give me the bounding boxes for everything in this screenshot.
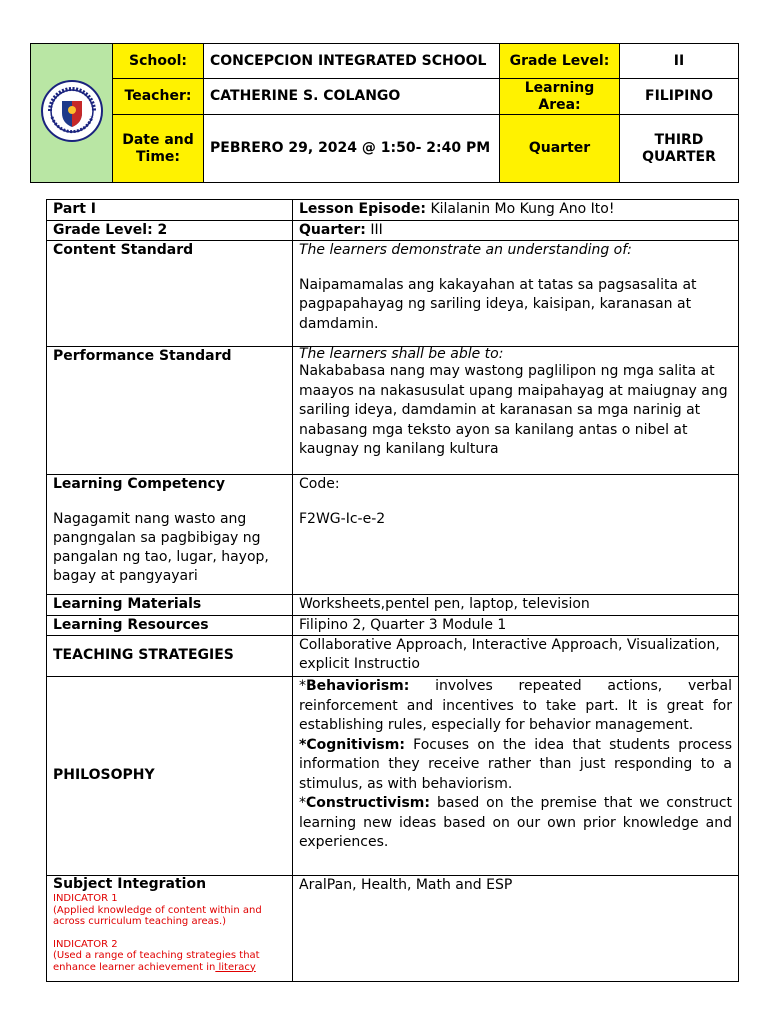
indicator-2-link: literacy <box>215 961 256 973</box>
content-standard-text: Naipamamalas ang kakayahan at tatas sa pagsasalita at pagpapahayag ng sariling ideya, kaisipan, karanasan at damdamin. <box>299 276 697 332</box>
learning-area-value: FILIPINO <box>620 79 739 115</box>
quarter-value: THIRD QUARTER <box>620 115 739 183</box>
integration-label: Subject Integration <box>53 876 207 892</box>
grade-level-value: II <box>620 44 739 79</box>
indicator-2-title: INDICATOR 2 <box>53 938 118 950</box>
performance-standard-intro: The learners shall be able to: <box>299 346 504 362</box>
cognitivism-text: Focuses on the idea that students process information they receive rather than just responding to a stimulus, as with behaviorism. <box>299 736 732 792</box>
lesson-episode-value: Kilalanin Mo Kung Ano Ito! <box>430 201 615 217</box>
materials-label: Learning Materials <box>47 595 293 616</box>
integration-cell <box>47 876 293 982</box>
performance-standard-label: Performance Standard <box>47 347 293 475</box>
quarter-label: Quarter <box>500 115 620 183</box>
materials-value: Worksheets,pentel pen, laptop, television <box>293 595 739 616</box>
header-table <box>30 43 739 183</box>
school-value: CONCEPCION INTEGRATED SCHOOL <box>204 44 500 79</box>
philosophy-cell <box>293 677 739 876</box>
teacher-label: Teacher: <box>113 79 204 115</box>
logo-cell <box>31 44 113 183</box>
constructivism-text: based on the premise that we construct learning new ideas based on our own prior knowledge and experiences. <box>299 795 732 850</box>
performance-standard-text: Nakababasa nang may wastong paglilipon ng mga salita at maayos na nakasusulat upang maipahayag at maiugnay ang sariling ideya, damdamin at karanasan sa mga narinig at nabasang mga teksto ayon sa kanilang antas o nibel at kaugnay ng kanilang kultura <box>299 363 728 457</box>
datetime-label: Date and Time: <box>113 115 204 183</box>
teacher-value: CATHERINE S. COLANGO <box>204 79 500 115</box>
indicator-2-text: (Used a range of teaching strategies that enhance learner achievement in literacy <box>53 950 260 973</box>
cognitivism-term: *Cognitivism: <box>299 736 405 753</box>
indicator-1-text: (Applied knowledge of content within and across curriculum teaching areas.) <box>53 904 262 927</box>
integration-value: AralPan, Health, Math and ESP <box>293 876 739 982</box>
lesson-episode-label: Lesson Episode: <box>299 201 426 217</box>
behaviorism-term: Behaviorism: <box>306 678 410 694</box>
school-label: School: <box>113 44 204 79</box>
constructivism-paragraph: *Constructivism: based on the premise that we construct learning new ideas based on our own prior knowledge and experiences. <box>299 795 732 850</box>
philosophy-label: PHILOSOPHY <box>47 677 293 876</box>
competency-text: Nagagamit nang wasto ang pangngalan sa pagbibigay ng pangalan ng tao, lugar, hayop, bagay at pangyayari <box>53 510 269 584</box>
indicator-1-title: INDICATOR 1 <box>53 893 118 904</box>
grade-level-label: Grade Level: <box>500 44 620 79</box>
lesson-plan-table <box>46 199 739 982</box>
learning-area-label: Learning Area: <box>500 79 620 115</box>
quarter-row <box>293 220 739 241</box>
content-standard-intro: The learners demonstrate an understanding of: <box>299 242 632 258</box>
cognitivism-paragraph <box>299 736 732 795</box>
competency-cell <box>47 475 293 595</box>
behaviorism-text: involves repeated actions, verbal reinforcement and incentives to take part. It is great for establishing rules, especially for behavior management. <box>299 678 732 733</box>
quarter-row-value: III <box>370 221 383 238</box>
code-label: Code: <box>299 476 340 492</box>
competency-label: Learning Competency <box>53 476 225 492</box>
code-cell <box>293 475 739 595</box>
deped-seal-icon <box>40 79 104 143</box>
behaviorism-paragraph: *Behaviorism: involves repeated actions, verbal reinforcement and incentives to take part. It is great for establishing rules, especially for behavior management. <box>299 678 732 733</box>
lesson-episode <box>293 200 739 221</box>
resources-value: Filipino 2, Quarter 3 Module 1 <box>293 615 739 636</box>
constructivism-term: Constructivism: <box>306 795 430 811</box>
content-standard-cell <box>293 241 739 347</box>
performance-standard-cell <box>293 347 739 475</box>
strategies-value: Collaborative Approach, Interactive Approach, Visualization, explicit Instructio <box>293 636 739 677</box>
grade-level-row: Grade Level: 2 <box>47 220 293 241</box>
quarter-row-label: Quarter: <box>299 221 366 238</box>
strategies-label: TEACHING STRATEGIES <box>47 636 293 677</box>
code-value: F2WG-Ic-e-2 <box>299 510 386 527</box>
datetime-value: PEBRERO 29, 2024 @ 1:50- 2:40 PM <box>204 115 500 183</box>
resources-label: Learning Resources <box>47 615 293 636</box>
content-standard-label: Content Standard <box>47 241 293 347</box>
part-label: Part I <box>47 200 293 221</box>
